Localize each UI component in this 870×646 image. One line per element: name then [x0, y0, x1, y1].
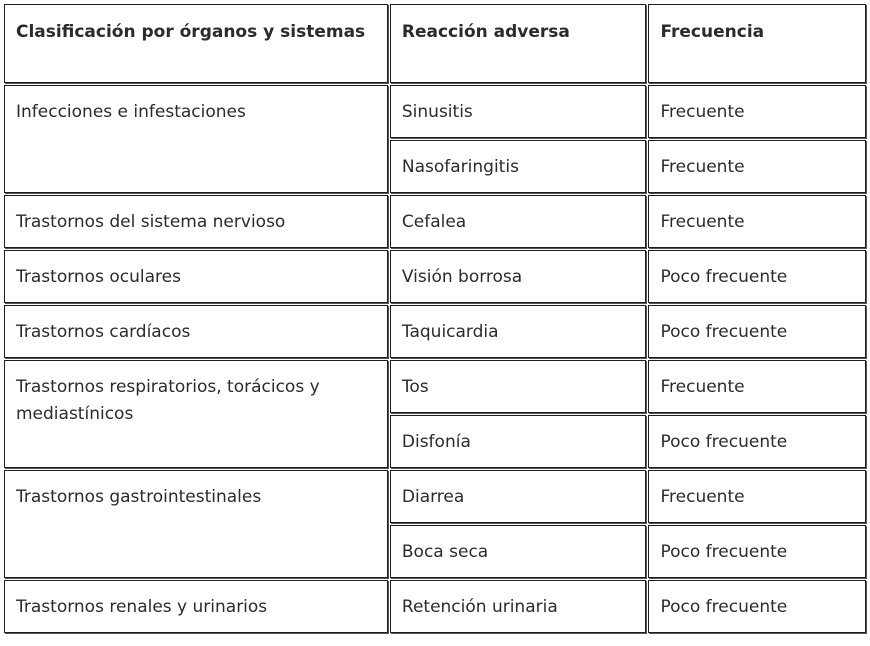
soc-cell: Trastornos oculares	[4, 250, 388, 303]
reaction-cell: Nasofaringitis	[390, 140, 647, 193]
table-row	[4, 580, 866, 633]
table-row	[4, 360, 866, 413]
reaction-cell: Visión borrosa	[390, 250, 647, 303]
table-row	[4, 250, 866, 303]
frequency-cell: Frecuente	[648, 140, 866, 193]
header-system-organ-class: Clasificación por órganos y sistemas	[4, 4, 388, 83]
reaction-cell: Taquicardia	[390, 305, 647, 358]
frequency-cell: Frecuente	[648, 470, 866, 523]
header-frequency: Frecuencia	[648, 4, 866, 83]
frequency-cell: Frecuente	[648, 85, 866, 138]
frequency-cell: Poco frecuente	[648, 580, 866, 633]
table-row	[4, 195, 866, 248]
frequency-cell: Frecuente	[648, 360, 866, 413]
table-row	[4, 470, 866, 523]
table-header-row	[4, 4, 866, 83]
frequency-cell: Poco frecuente	[648, 250, 866, 303]
soc-cell: Trastornos renales y urinarios	[4, 580, 388, 633]
soc-cell: Trastornos del sistema nervioso	[4, 195, 388, 248]
frequency-cell: Poco frecuente	[648, 305, 866, 358]
soc-cell: Trastornos respiratorios, torácicos y mediastínicos	[4, 360, 388, 468]
table-row	[4, 305, 866, 358]
adverse-reactions-table-container	[2, 2, 868, 642]
frequency-cell: Frecuente	[648, 195, 866, 248]
soc-cell: Trastornos cardíacos	[4, 305, 388, 358]
reaction-cell: Sinusitis	[390, 85, 647, 138]
header-adverse-reaction: Reacción adversa	[390, 4, 647, 83]
adverse-reactions-table	[2, 2, 868, 635]
frequency-cell: Poco frecuente	[648, 525, 866, 578]
reaction-cell: Tos	[390, 360, 647, 413]
soc-cell: Trastornos gastrointestinales	[4, 470, 388, 578]
frequency-cell: Poco frecuente	[648, 415, 866, 468]
reaction-cell: Boca seca	[390, 525, 647, 578]
soc-cell: Infecciones e infestaciones	[4, 85, 388, 193]
reaction-cell: Retención urinaria	[390, 580, 647, 633]
reaction-cell: Diarrea	[390, 470, 647, 523]
table-row	[4, 85, 866, 138]
reaction-cell: Disfonía	[390, 415, 647, 468]
reaction-cell: Cefalea	[390, 195, 647, 248]
